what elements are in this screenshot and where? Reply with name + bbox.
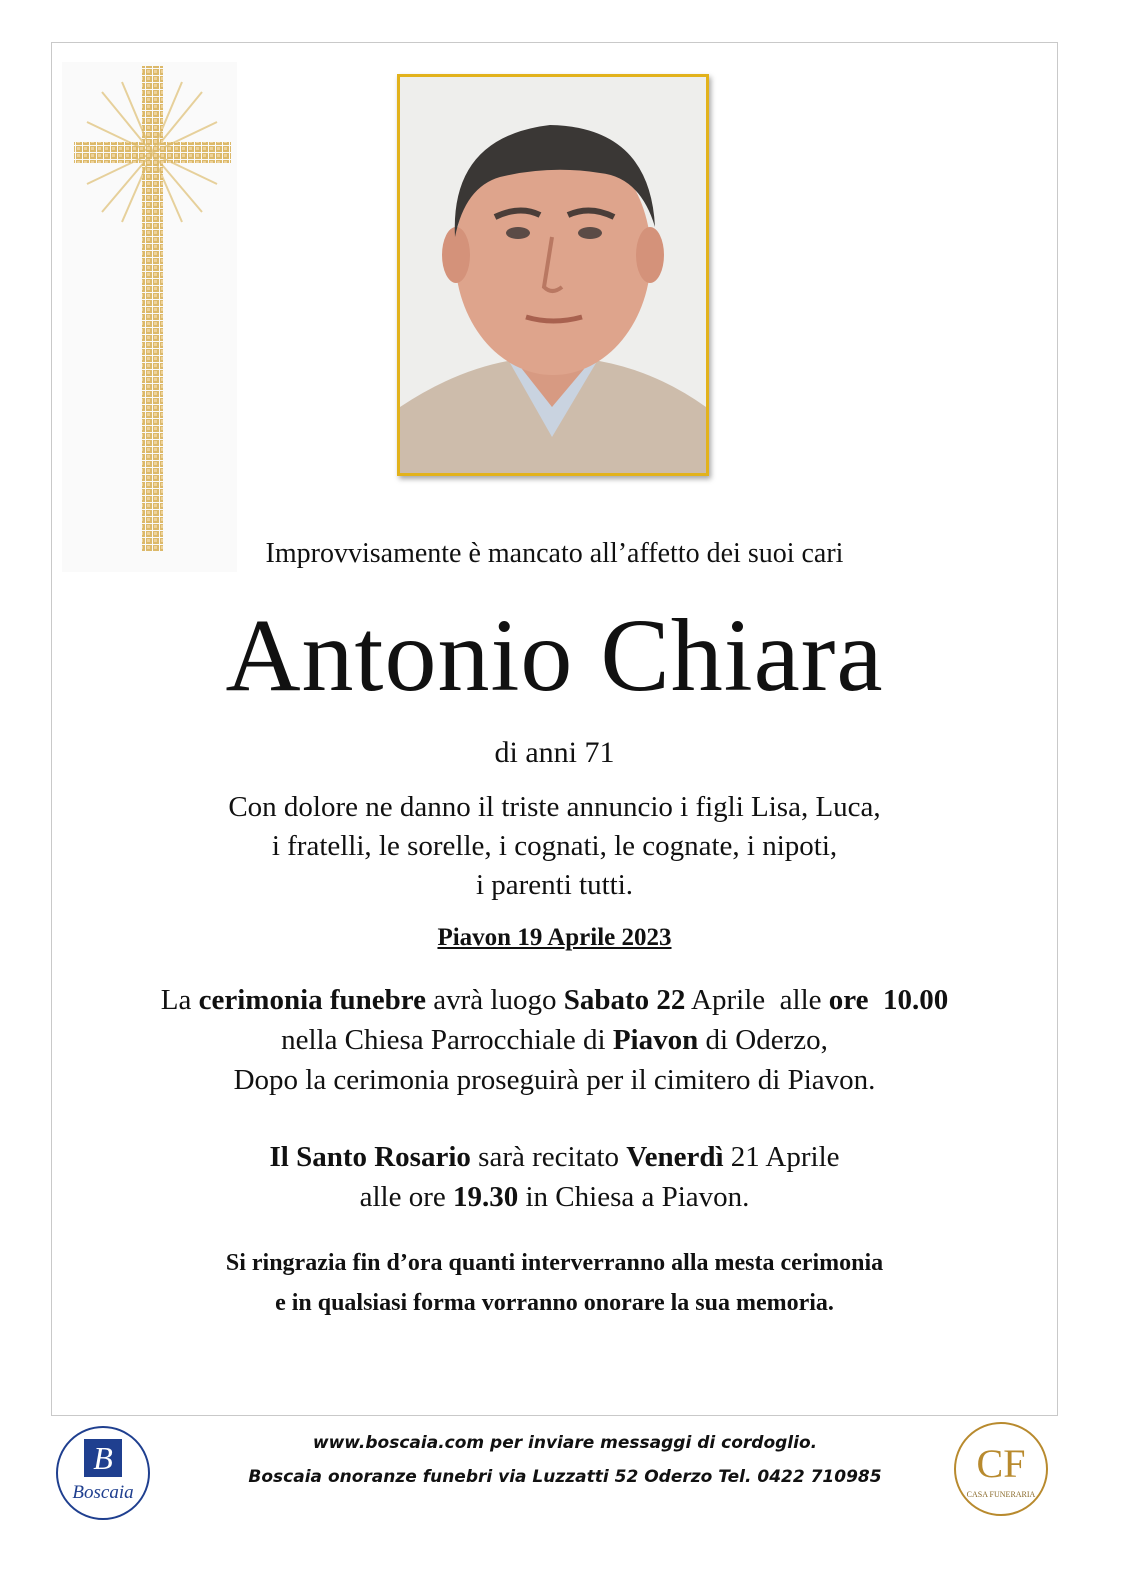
rosary-line: alle ore 19.30 in Chiesa a Piavon. [359, 1181, 750, 1213]
place-date: Piavon 19 Aprile 2023 [437, 924, 672, 951]
rosary-line: Il Santo Rosario sarà recitato Venerdì 21 Aprile [269, 1141, 840, 1173]
svg-text:Boscaia: Boscaia [72, 1482, 134, 1503]
svg-text:B: B [93, 1440, 113, 1476]
age-text: di anni 71 [494, 736, 615, 769]
thanks-line: Si ringrazia fin d’ora quanti interverranno alla mesta cerimonia [225, 1250, 884, 1276]
announcement-line: i parenti tutti. [475, 869, 634, 901]
thanks-line: e in qualsiasi forma vorranno onorare la sua memoria. [275, 1290, 834, 1316]
deceased-name: Antonio Chiara [225, 598, 884, 713]
ceremony-line: La cerimonia funebre avrà luogo Sabato 22 Aprile alle ore 10.00 [160, 984, 949, 1016]
casa-funeraria-logo [951, 1419, 1051, 1519]
svg-text:CF: CF [976, 1441, 1026, 1486]
ceremony-line: Dopo la cerimonia proseguirà per il cimitero di Piavon. [233, 1064, 876, 1096]
boscaia-logo [54, 1424, 152, 1522]
deceased-portrait-photo [397, 74, 709, 476]
announcement-line: Con dolore ne danno il triste annuncio i figli Lisa, Luca, [228, 791, 881, 823]
svg-text:CASA FUNERARIA: CASA FUNERARIA [966, 1490, 1036, 1499]
intro-text: Improvvisamente è mancato all’affetto dei suoi cari [265, 538, 844, 569]
ceremony-line: nella Chiesa Parrocchiale di Piavon di Oderzo, [281, 1024, 828, 1056]
address-line: Boscaia onoranze funebri via Luzzatti 52 Oderzo Tel. 0422 710985 [248, 1467, 882, 1487]
website-line: www.boscaia.com per inviare messaggi di cordoglio. [312, 1433, 818, 1453]
announcement-line: i fratelli, le sorelle, i cognati, le cognate, i nipoti, [271, 830, 838, 862]
radiant-mosaic-cross-icon [62, 62, 237, 572]
